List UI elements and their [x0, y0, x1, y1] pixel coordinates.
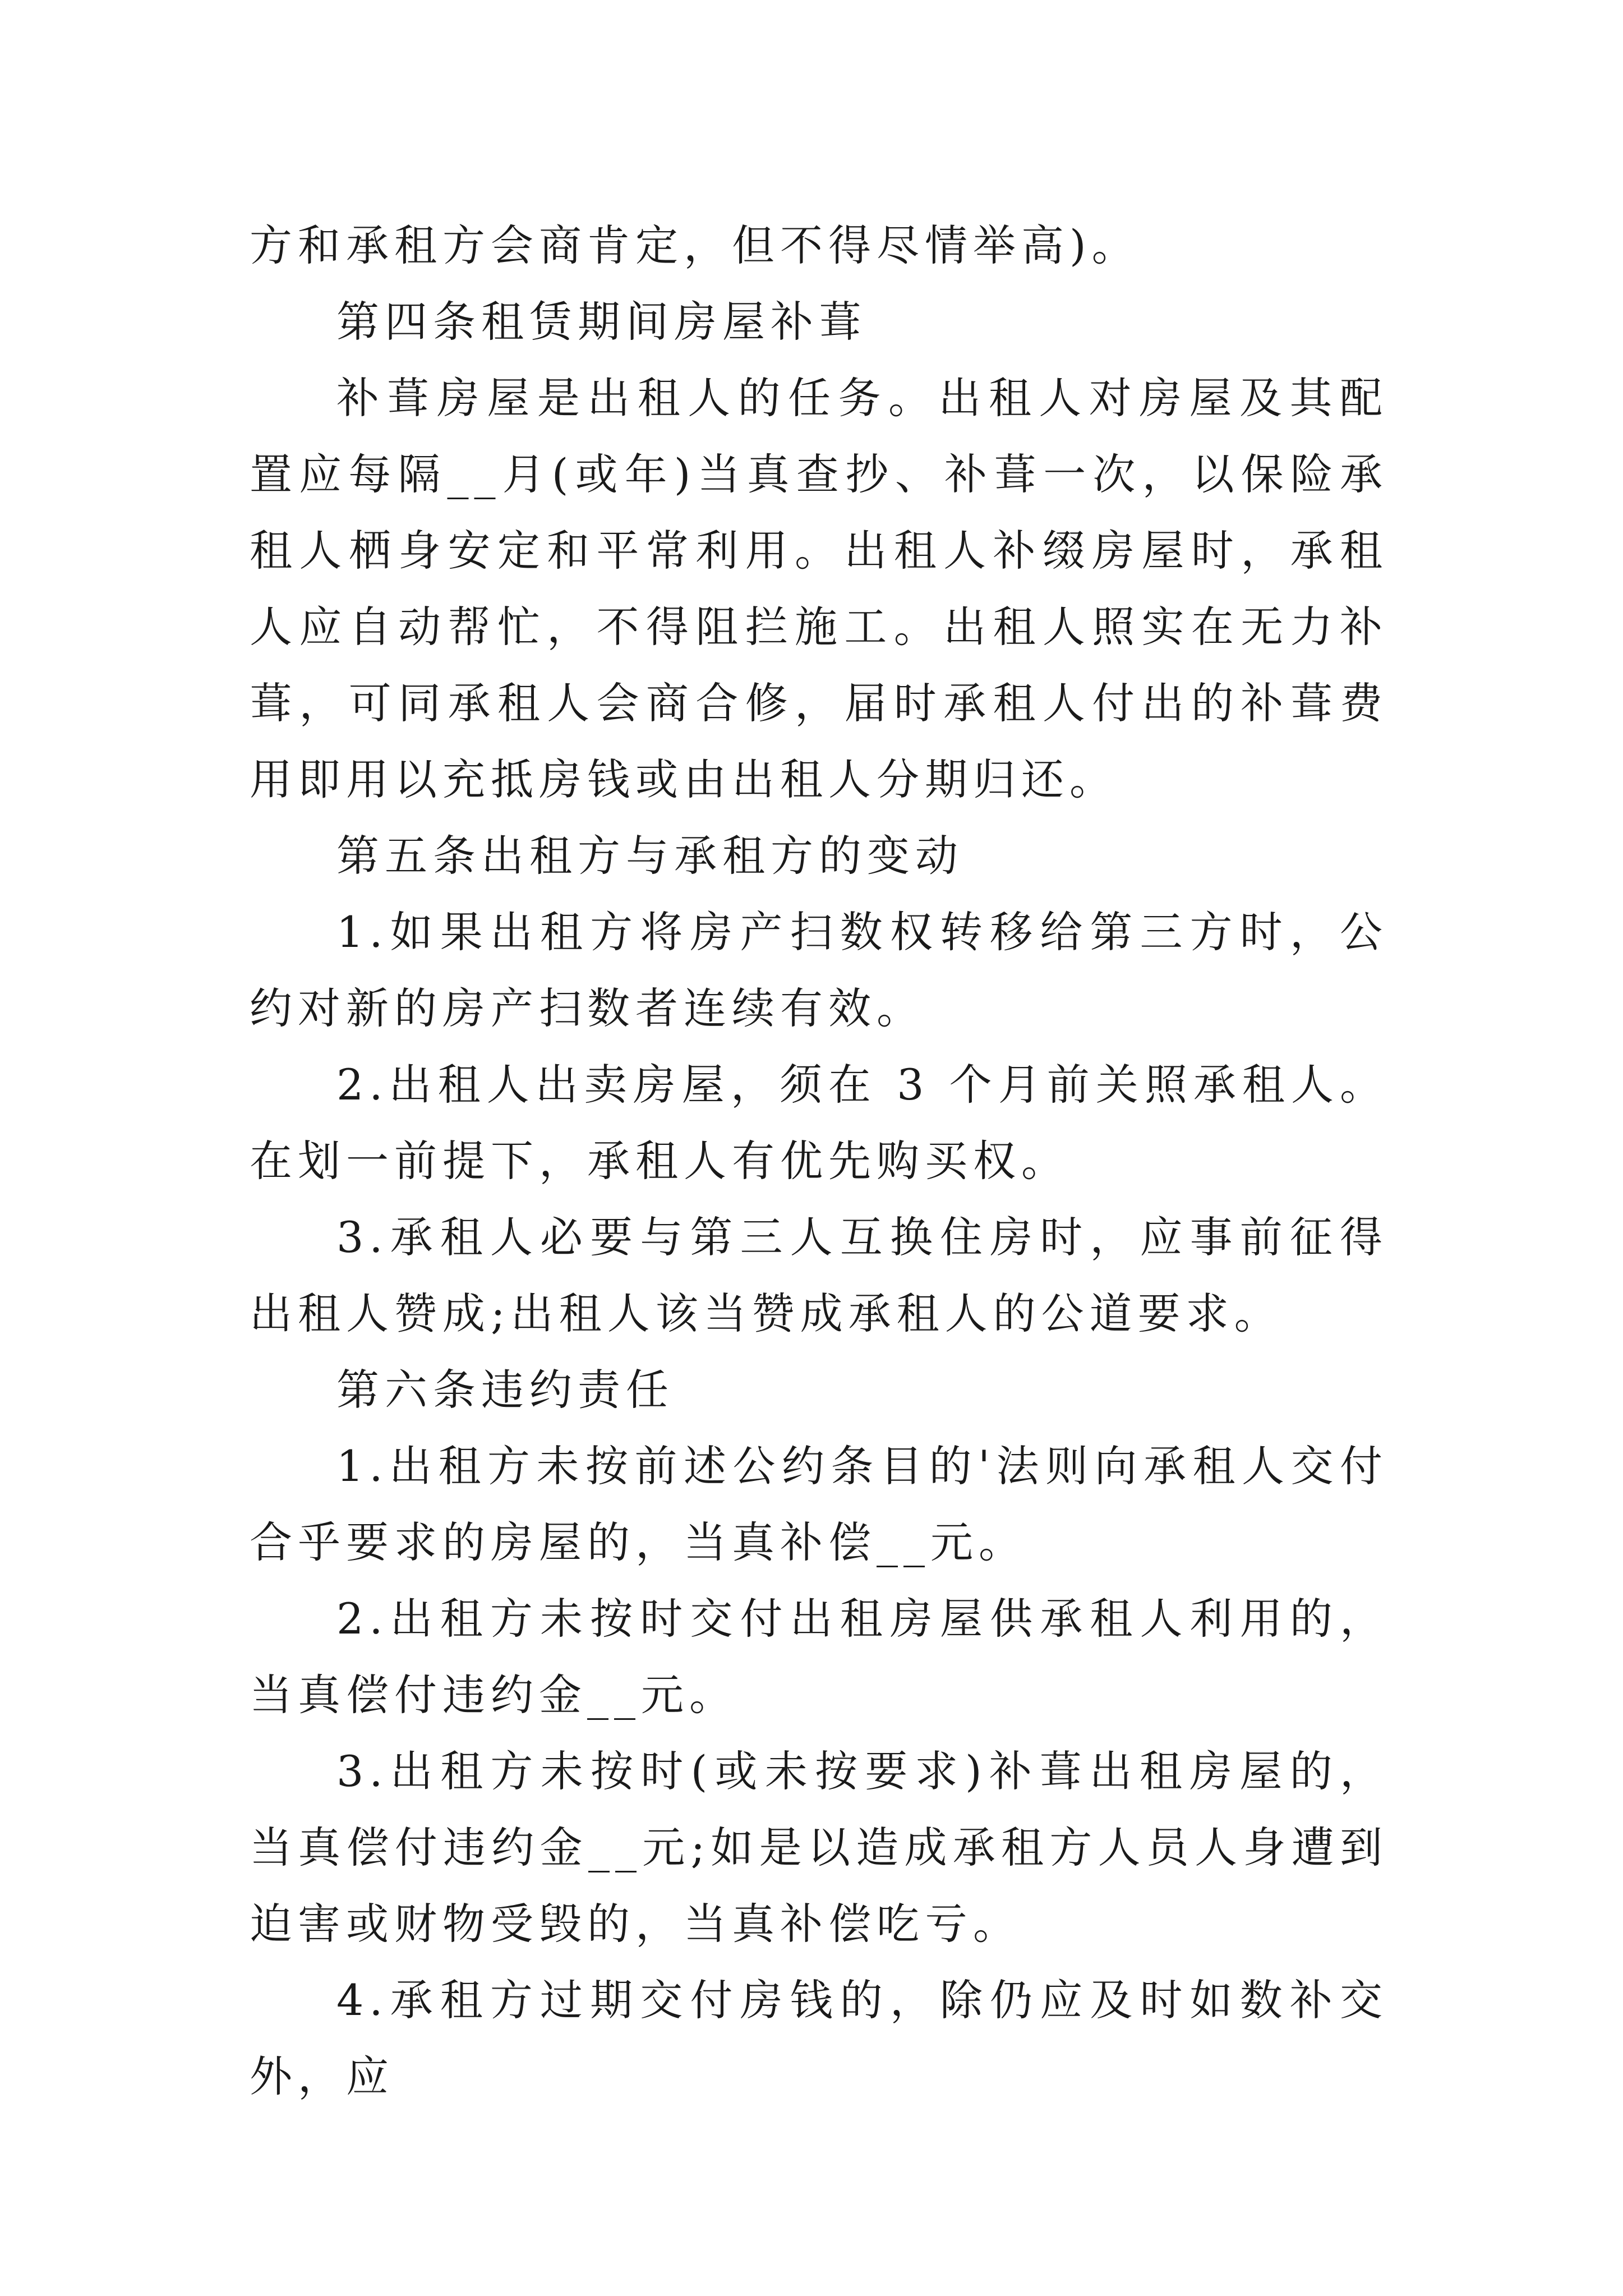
document-body — [250, 208, 1388, 2115]
article-6-item-2: 2.出租方未按时交付出租房屋供承租人利用的，当真偿付违约金__元。 — [250, 1594, 1388, 1720]
article-5-item-3: 3.承租人必要与第三人互换住房时，应事前征得出租人赞成;出租人该当赞成承租人的公道要求。 — [250, 1212, 1388, 1338]
article-5-item-2: 2.出租人出卖房屋，须在 3 个月前关照承租人。在划一前提下，承租人有优先购买权。 — [250, 1060, 1388, 1186]
article-5-item-1: 1.如果出租方将房产扫数权转移给第三方时，公约对新的房产扫数者连续有效。 — [250, 907, 1388, 1033]
paragraph-continuation: 方和承租方会商肯定，但不得尽情举高)。 — [250, 220, 1140, 270]
article-4-body: 补葺房屋是出租人的任务。出租人对房屋及其配置应每隔__月(或年)当真查抄、补葺一次，以保险承租人栖身安定和平常利用。出租人补缀房屋时，承租人应自动帮忙，不得阻拦施工。出租人照实在无力补葺，可同承租人会商合修，届时承租人付出的补葺费用即用以充抵房钱或由出租人分期归还。 — [250, 373, 1388, 804]
article-6-item-1: 1.出租方未按前述公约条目的'法则向承租人交付合乎要求的房屋的，当真补偿__元。 — [250, 1441, 1388, 1567]
article-4-heading: 第四条租赁期间房屋补葺 — [336, 297, 867, 347]
article-6-heading: 第六条违约责任 — [336, 1365, 674, 1415]
article-6-item-4: 4.承租方过期交付房钱的，除仍应及时如数补交外，应 — [250, 1975, 1388, 2101]
article-5-heading: 第五条出租方与承租方的变动 — [336, 831, 963, 881]
article-6-item-3: 3.出租方未按时(或未按要求)补葺出租房屋的，当真偿付违约金__元;如是以造成承租方人员人身遭到迫害或财物受毁的，当真补偿吃亏。 — [250, 1746, 1388, 1949]
